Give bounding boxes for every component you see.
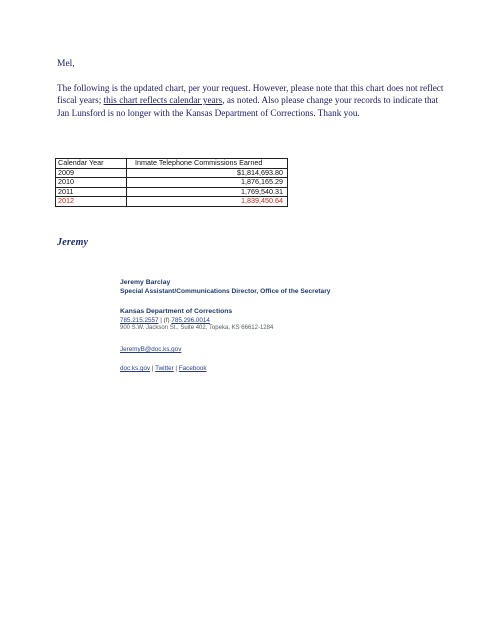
link-separator: | <box>150 365 156 372</box>
table-row <box>56 178 288 188</box>
sig-agency: Kansas Department of Corrections <box>120 308 233 315</box>
fax-link[interactable]: 785.296.0014 <box>171 317 210 324</box>
sig-title: Special Assistant/Communications Director, Office of the Secretary <box>120 288 331 295</box>
sig-links-line <box>120 365 206 372</box>
paragraph-underlined-text: this chart reflects calendar years <box>103 95 223 106</box>
body-paragraph <box>57 82 447 119</box>
cell-amount: 1,769,540.31 <box>127 187 288 197</box>
email-link[interactable]: JeremyB@doc.ks.gov <box>120 346 182 353</box>
signature-first-name: Jeremy <box>57 237 89 248</box>
cell-amount: $1,814,693.80 <box>127 168 288 178</box>
cell-year: 2011 <box>56 187 127 197</box>
paragraph-text-part2: , as noted. Also please change your records to indicate that Jan Lunsford is no longer with the Kansas Department of Corrections. Thank you. <box>57 95 439 118</box>
sig-phone-line <box>120 317 210 324</box>
fax-prefix: | (f) <box>158 317 172 324</box>
commissions-table <box>55 158 288 207</box>
greeting: Mel, <box>57 59 75 69</box>
website-link[interactable]: doc.ks.gov <box>120 365 151 372</box>
phone-link[interactable]: 785.215.2557 <box>120 317 159 324</box>
facebook-link[interactable]: Facebook <box>178 365 207 372</box>
cell-amount: 1,839,450.64 <box>127 197 288 207</box>
sig-address: 900 S.W. Jackson St., Suite 402, Topeka, KS 66612-1284 <box>120 325 274 331</box>
cell-amount: 1,876,165.29 <box>127 178 288 188</box>
cell-year: 2010 <box>56 178 127 188</box>
sig-name: Jeremy Barclay <box>120 279 171 286</box>
table-header-row <box>56 159 288 169</box>
table-row-highlighted <box>56 197 288 207</box>
cell-year: 2012 <box>56 197 127 207</box>
header-commissions: Inmate Telephone Commissions Earned <box>127 159 288 169</box>
twitter-link[interactable]: Twitter <box>155 365 174 372</box>
link-separator: | <box>173 365 179 372</box>
sig-email-line <box>120 346 181 353</box>
cell-year: 2009 <box>56 168 127 178</box>
paragraph-text-part1: The following is the updated chart, per your request. However, please note that this chart does not reflect fiscal years; <box>57 83 444 106</box>
header-calendar-year: Calendar Year <box>56 159 127 169</box>
